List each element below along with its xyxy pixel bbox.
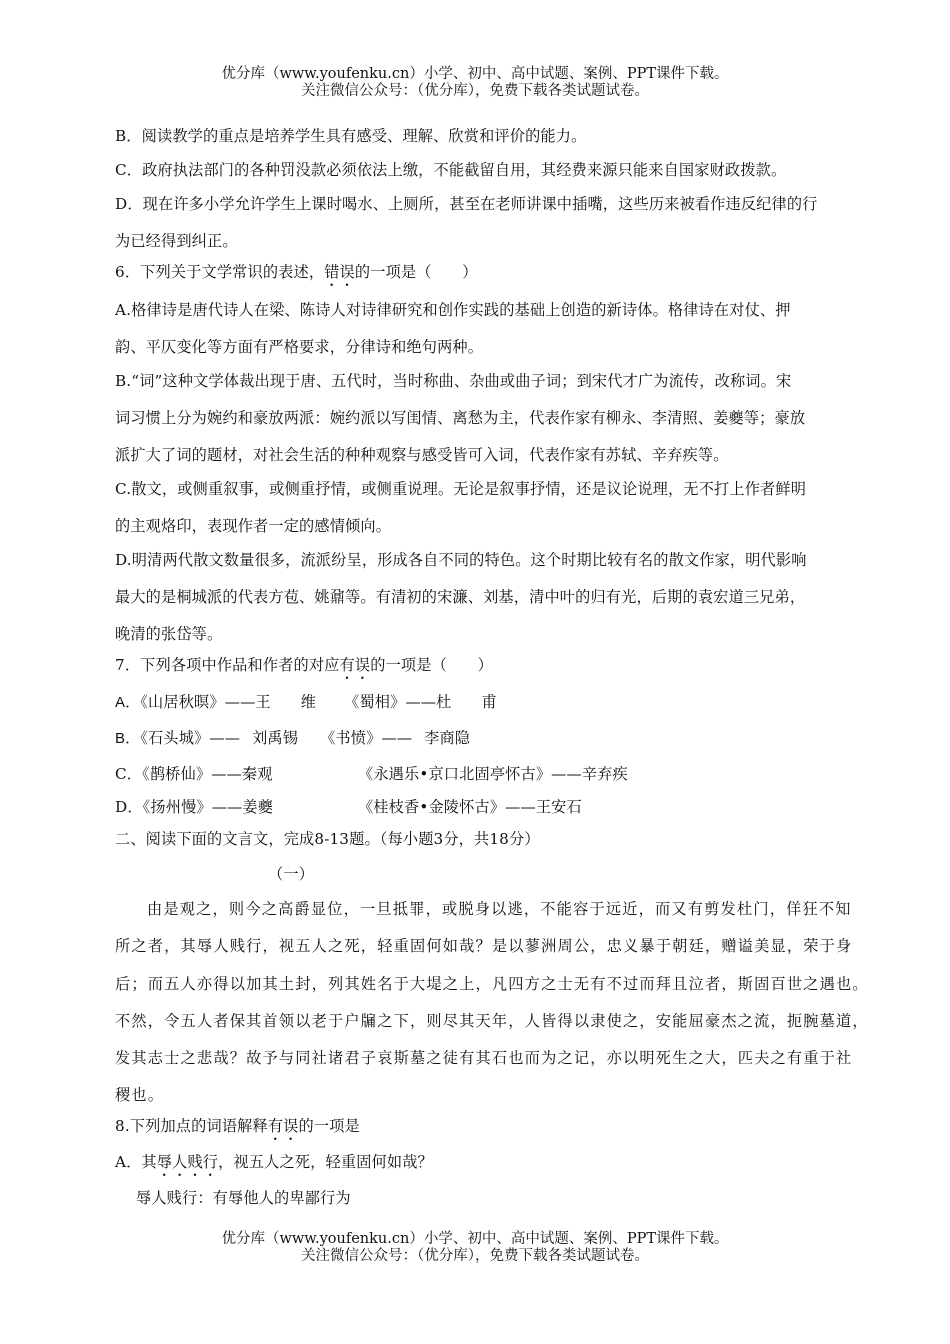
q7-option-a-label: A． [115, 694, 141, 711]
q8-option-a-emphasis: 辱人贱行 [156, 1153, 219, 1171]
q7-option-c-work1: C．《鹊桥仙》——秦观 [115, 765, 273, 783]
q6-option-a-line-1: A.格律诗是唐代诗人在梁、陈诗人对诗律研究和创作实践的基础上创造的新诗体。格律诗在对仗、押 [115, 301, 791, 319]
passage-line-3: 后；而五人亦得以加其土封，列其姓名于大堤之上，凡四方之士无有不过而拜且泣者，斯固百世之遇也。 [115, 975, 869, 993]
passage-line-6: 稷也。 [115, 1086, 165, 1104]
q6-option-b-line-1: B.“词”这种文学体裁出现于唐、五代时，当时称曲、杂曲或曲子词；到宋代才广为流传，改称词。宋 [115, 372, 792, 390]
q8-stem-emphasis: 有误 [267, 1117, 299, 1135]
q7-option-b-work1: 《石头城》—— [140, 729, 241, 747]
q7-option-b-work2: 《书愤》—— [320, 729, 413, 747]
q7-option-a-work2: 《蜀相》——杜 [344, 693, 452, 711]
q7-option-b-label: B． [115, 730, 141, 747]
q8-stem-post: 的一项是 [298, 1117, 360, 1135]
q6-option-c-line-1: C.散文，或侧重叙事，或侧重抒情，或侧重说理。无论是叙事抒情，还是议论说理，无不打上作者鲜明 [115, 480, 807, 498]
q6-stem-emphasis: 错误 [324, 263, 355, 281]
footer-line-1: 优分库（www.youfenku.cn）小学、初中、高中试题、案例、PPT课件下载。 [221, 1231, 729, 1247]
q5-option-d-line-1: D．现在许多小学允许学生上课时喝水、上厕所，甚至在老师讲课中插嘴，这些历来被看作违反纪律的行 [115, 195, 818, 213]
q6-option-c-line-2: 的主观烙印，表现作者一定的感情倾向。 [115, 517, 392, 535]
passage-line-4: 不然，令五人者保其首领以老于户牖之下，则尽其天年，人皆得以隶使之，安能屈豪杰之流，扼腕墓道， [115, 1012, 869, 1030]
q8-option-a-pre: A．其 [115, 1153, 157, 1171]
passage-line-1: 由是观之，则今之高爵显位，一旦抵罪，或脱身以逃，不能容于远近，而又有剪发杜门，佯狂不知 [147, 900, 852, 918]
q6-option-a-line-2: 韵、平仄变化等方面有严格要求，分律诗和绝句两种。 [115, 338, 484, 356]
q7-option-d [115, 798, 273, 817]
q6-option-b-line-3: 派扩大了词的题材，对社会生活的种种观察与感受皆可入词，代表作家有苏轼、辛弃疾等。 [115, 446, 729, 464]
q7-option-d-work1: D．《扬州慢》——姜夔 [115, 798, 274, 816]
q8-option-a-explanation: 辱人贱行：有辱他人的卑鄙行为 [136, 1189, 351, 1207]
section2-title: 二、阅读下面的文言文，完成8-13题。（每小题3分，共18分） [115, 830, 540, 848]
q7-stem-pre: 7．下列各项中作品和作者的对应 [115, 656, 340, 674]
q7-stem-post: 的一项是（ ） [370, 656, 493, 674]
q8-option-a [115, 1153, 433, 1180]
q7-option-a-work1: 《山居秋暝》——王 [140, 693, 271, 711]
q6-option-d-line-1: D.明清两代散文数量很多，流派纷呈，形成各自不同的特色。这个时期比较有名的散文作家，明代影响 [115, 551, 807, 569]
q6-option-d-line-2: 最大的是桐城派的代表方苞、姚鼐等。有清初的宋濂、刘基，清中叶的归有光，后期的袁宏道三兄弟， [115, 588, 806, 606]
q7-option-b-author2: 李商隐 [424, 729, 471, 747]
q6-stem [115, 263, 478, 290]
q6-stem-pre: 6．下列关于文学常识的表述， [115, 263, 325, 281]
q5-option-b: B．阅读教学的重点是培养学生具有感受、理解、欣赏和评价的能力。 [115, 127, 587, 145]
q7-stem-emphasis: 有误 [339, 656, 371, 674]
q6-stem-post: 的一项是（ ） [354, 263, 478, 281]
footer-line-2: 关注微信公众号：（优分库），免费下载各类试题试卷。 [301, 1248, 649, 1264]
passage-line-2: 所之者，其辱人贱行，视五人之死，轻重固何如哉？是以蓼洲周公，忠义暴于朝廷，赠谥美显，荣于身 [115, 937, 853, 955]
q7-option-c-work2: 《永遇乐•京口北固亭怀古》——辛弃疾 [358, 765, 628, 783]
q6-option-d-line-3: 晚清的张岱等。 [115, 625, 223, 643]
q8-stem-pre: 8.下列加点的词语解释 [115, 1117, 268, 1135]
q7-stem [115, 656, 493, 683]
q7-option-a-author1: 维 [300, 693, 317, 711]
q5-option-c: C．政府执法部门的各种罚没款必须依法上缴，不能截留自用，其经费来源只能来自国家财政拨款。 [115, 161, 787, 179]
header-line-1: 优分库（www.youfenku.cn）小学、初中、高中试题、案例、PPT课件下载。 [221, 66, 729, 82]
section2-subtitle: （一） [268, 865, 315, 883]
q7-option-b-author1: 刘禹锡 [252, 729, 299, 747]
q7-option-b [115, 729, 470, 748]
page-footer [0, 1231, 950, 1265]
q8-option-a-post: ，视五人之死，轻重固何如哉？ [218, 1153, 433, 1171]
q7-option-a-author2: 甫 [481, 693, 497, 711]
passage-line-5: 发其志士之悲哉？故予与同社诸君子哀斯墓之徒有其石也而为之记，亦以明死生之大，匹夫之有重于社 [115, 1049, 853, 1067]
q8-stem [115, 1117, 360, 1144]
q5-option-d-line-2: 为已经得到纠正。 [115, 232, 238, 250]
q6-option-b-line-2: 词习惯上分为婉约和豪放两派：婉约派以写闺情、离愁为主，代表作家有柳永、李清照、姜夔等；豪放 [115, 409, 806, 427]
q7-option-a [115, 693, 497, 712]
q7-option-c [115, 765, 273, 784]
header-line-2: 关注微信公众号：（优分库），免费下载各类试题试卷。 [301, 83, 649, 99]
q7-option-d-work2: 《桂枝香•金陵怀古》——王安石 [358, 798, 582, 816]
page-header [0, 66, 950, 100]
